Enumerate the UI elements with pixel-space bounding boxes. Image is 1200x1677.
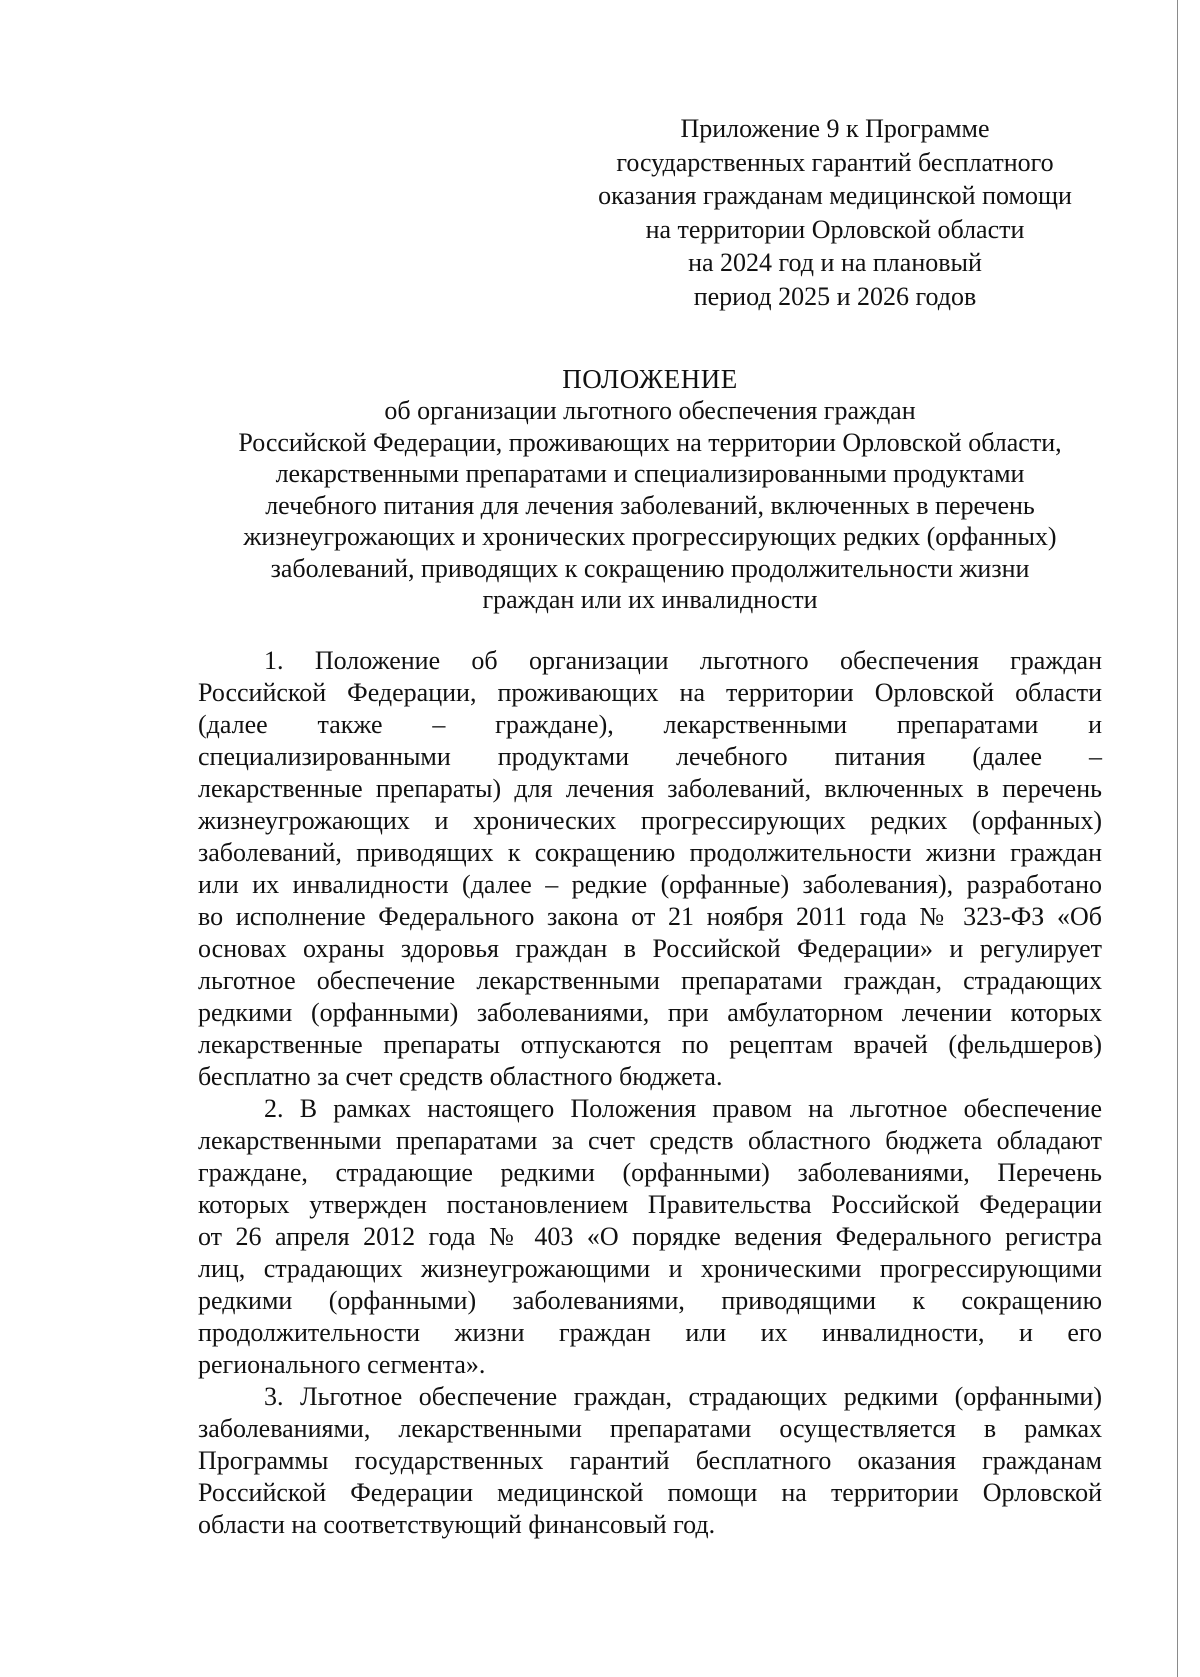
text-line: редкими (орфанными) заболеваниями, при амбулаторном лечении которых [198, 998, 1102, 1027]
text-line: от 26 апреля 2012 года № 403 «О порядке ведения Федерального регистра [198, 1222, 1102, 1251]
document-subtitle [198, 395, 1102, 616]
subtitle-line: жизнеугрожающих и хронических прогрессирующих редких (орфанных) [243, 522, 1057, 551]
text-line: во исполнение Федерального закона от 21 ноября 2011 года № 323-ФЗ «Об [198, 902, 1102, 931]
paragraph-3 [198, 1381, 1102, 1541]
text-line: граждане, страдающие редкими (орфанными) заболеваниями, Перечень [198, 1158, 1102, 1187]
text-line: лекарственными препаратами за счет средств областного бюджета обладают [198, 1126, 1102, 1155]
text-line: регионального сегмента». [198, 1350, 486, 1379]
text-line: лиц, страдающих жизнеугрожающими и хроническими прогрессирующими [198, 1254, 1102, 1283]
subtitle-line: об организации льготного обеспечения граждан [384, 396, 916, 425]
appendix-line: государственных гарантий бесплатного [616, 147, 1054, 177]
text-line: или их инвалидности (далее – редкие (орфанные) заболевания), разработано [198, 870, 1102, 899]
text-line: области на соответствующий финансовый год. [198, 1510, 716, 1539]
text-line: бесплатно за счет средств областного бюджета. [198, 1062, 723, 1091]
scan-edge-line [1177, 0, 1178, 1677]
text-line: Российской Федерации медицинской помощи на территории Орловской [198, 1478, 1102, 1507]
appendix-line: на 2024 год и на плановый [688, 248, 982, 277]
text-line: основах охраны здоровья граждан в Российской Федерации» и регулирует [198, 934, 1102, 963]
text-line: редкими (орфанными) заболеваниями, приводящими к сокращению [198, 1286, 1102, 1315]
subtitle-line: лекарственными препаратами и специализированными продуктами [275, 459, 1025, 488]
subtitle-line: лечебного питания для лечения заболеваний, включенных в перечень [265, 490, 1035, 520]
appendix-header [570, 112, 1100, 313]
text-line: лекарственные препараты отпускаются по рецептам врачей (фельдшеров) [198, 1030, 1102, 1059]
text-line: Российской Федерации, проживающих на территории Орловской области [198, 678, 1102, 707]
appendix-line: на территории Орловской области [645, 214, 1025, 244]
text-line: 2. В рамках настоящего Положения правом на льготное обеспечение [264, 1094, 1102, 1123]
text-line: заболеваниями, лекарственными препаратами осуществляется в рамках [198, 1414, 1102, 1443]
paragraph-1 [198, 645, 1102, 1093]
document-title: ПОЛОЖЕНИЕ [562, 364, 738, 394]
appendix-line: период 2025 и 2026 годов [693, 281, 977, 311]
text-line: заболеваний, приводящих к сокращению продолжительности жизни граждан [198, 838, 1102, 867]
appendix-line: Приложение 9 к Программе [680, 114, 990, 143]
subtitle-line: Российской Федерации, проживающих на территории Орловской области, [238, 427, 1062, 457]
text-line: 1. Положение об организации льготного обеспечения граждан [264, 646, 1102, 675]
text-line: льготное обеспечение лекарственными препаратами граждан, страдающих [198, 966, 1102, 995]
document-body [198, 645, 1102, 1541]
text-line: специализированными продуктами лечебного питания (далее – [198, 742, 1102, 771]
paragraph-2 [198, 1093, 1102, 1381]
text-line: Программы государственных гарантий бесплатного оказания гражданам [198, 1446, 1102, 1475]
text-line: лекарственные препараты) для лечения заболеваний, включенных в перечень [198, 774, 1102, 803]
text-line: 3. Льготное обеспечение граждан, страдающих редкими (орфанными) [264, 1382, 1102, 1411]
subtitle-line: граждан или их инвалидности [482, 585, 818, 614]
subtitle-line: заболеваний, приводящих к сокращению продолжительности жизни [270, 553, 1030, 583]
text-line: продолжительности жизни граждан или их инвалидности, и его [198, 1318, 1102, 1347]
text-line: (далее также – граждане), лекарственными препаратами и [198, 710, 1102, 739]
text-line: которых утвержден постановлением Правительства Российской Федерации [198, 1190, 1102, 1219]
text-line: жизнеугрожающих и хронических прогрессирующих редких (орфанных) [198, 806, 1102, 835]
appendix-line: оказания гражданам медицинской помощи [598, 181, 1072, 210]
